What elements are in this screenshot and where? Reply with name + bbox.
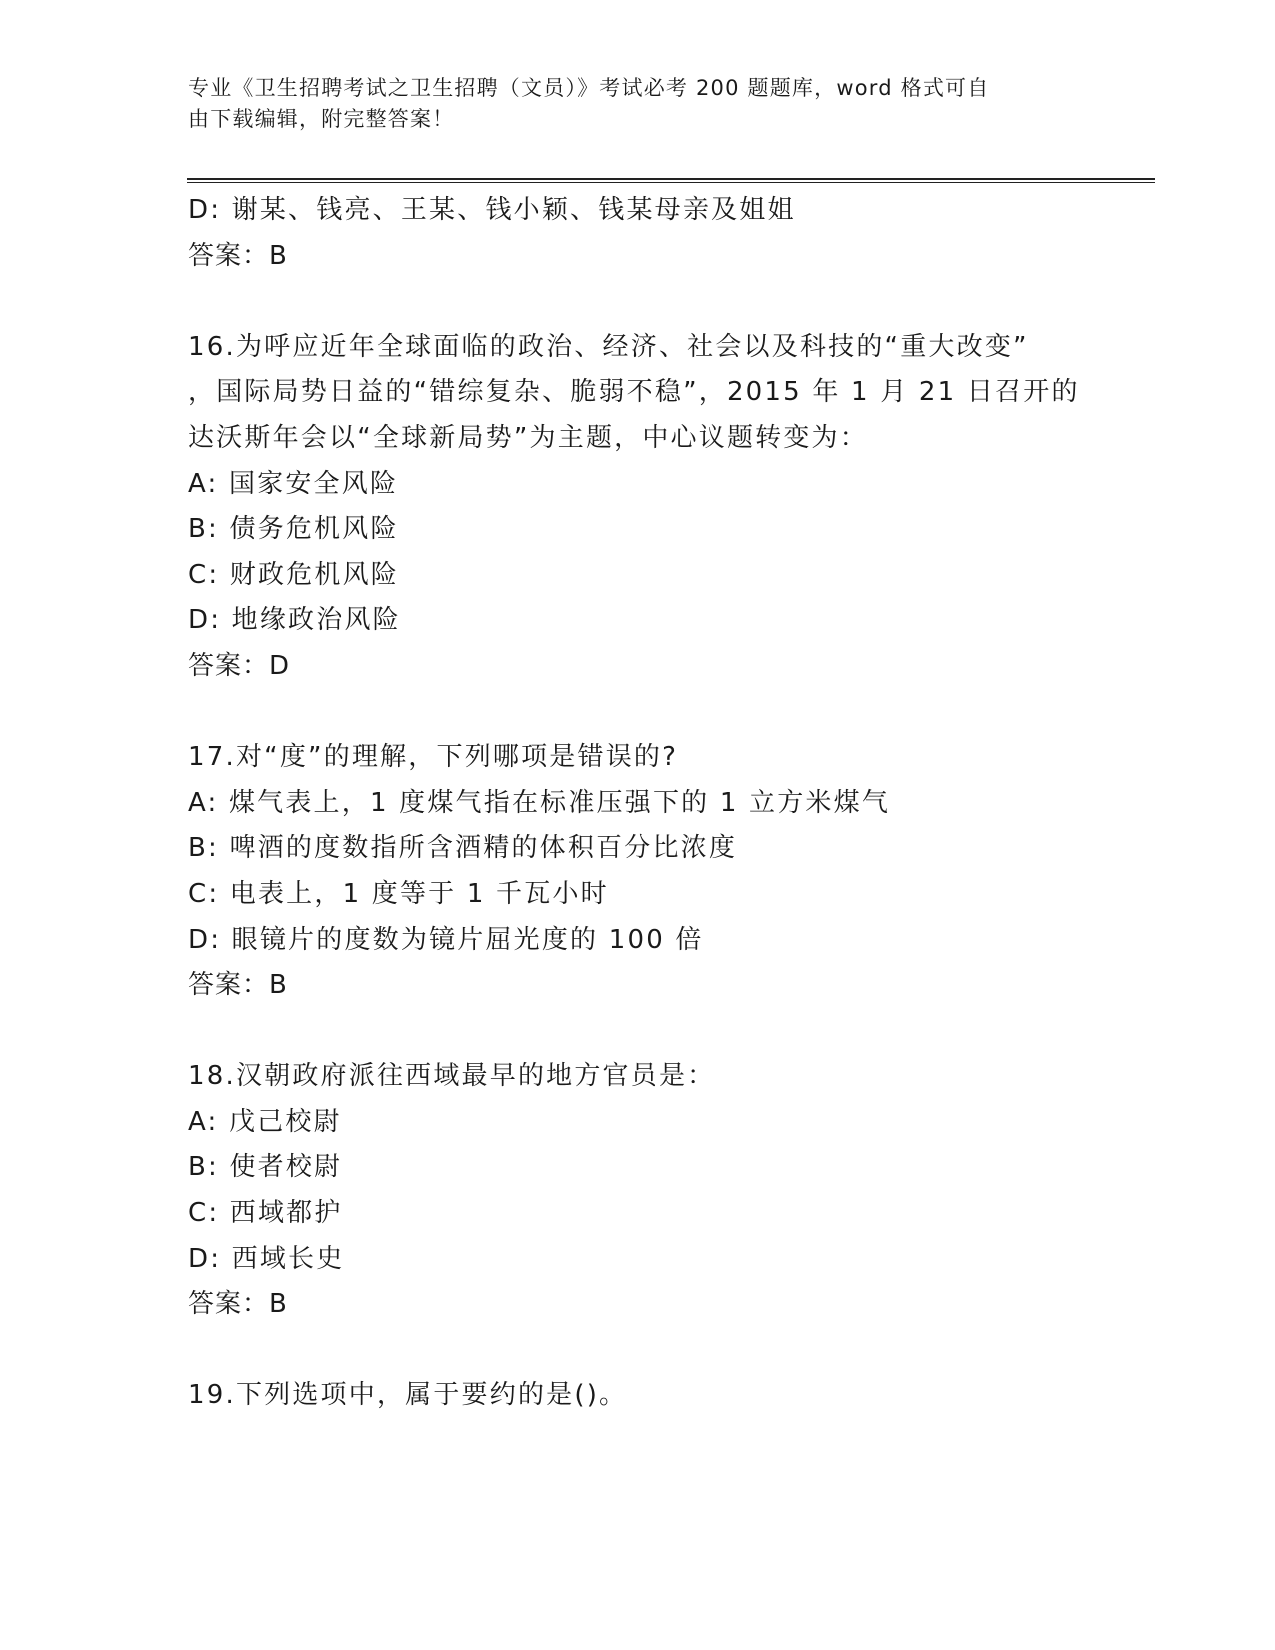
option-b: B: 啤酒的度数指所含酒精的体积百分比浓度 [188,833,738,864]
spacer [188,279,1108,325]
option-d: D: 西域长史 [188,1243,345,1274]
question-18 [188,1054,1108,1328]
option-a: A: 煤气表上，1 度煤气指在标准压强下的 1 立方米煤气 [188,787,891,818]
question-stem-line: 19.下列选项中，属于要约的是()。 [188,1380,628,1411]
question-stem-line: 达沃斯年会以“全球新局势”为主题，中心议题转变为： [188,422,868,453]
header-divider [187,178,1155,183]
question-stem-line: ，国际局势日益的“错综复杂、脆弱不稳”，2015 年 1 月 21 日召开的 [188,377,1080,408]
question-17 [188,735,1108,1009]
question-19 [188,1373,1108,1419]
option-c: C: 西域都护 [188,1198,343,1229]
question-stem-line: 17.对“度”的理解，下列哪项是错误的? [188,742,679,773]
spacer [188,690,1108,736]
answer: 答案：D [188,650,291,681]
option-d: D: 眼镜片的度数为镜片屈光度的 100 倍 [188,924,704,955]
header-line-2: 由下载编辑，附完整答案！ [188,107,455,131]
page-header [188,73,1078,135]
option-a: A: 戊己校尉 [188,1106,342,1137]
question-16 [188,325,1108,690]
question-stem-line: 16.为呼应近年全球面临的政治、经济、社会以及科技的“重大改变” [188,331,1029,362]
option-b: B: 债务危机风险 [188,514,399,545]
carryover-option-d: D: 谢某、钱亮、王某、钱小颖、钱某母亲及姐姐 [188,195,796,225]
header-line-1: 专业《卫生招聘考试之卫生招聘（文员）》考试必考 200 题题库，word 格式可自 [188,76,990,100]
spacer [188,1009,1108,1055]
option-d: D: 地缘政治风险 [188,605,401,636]
question-stem-line: 18.汉朝政府派往西域最早的地方官员是： [188,1061,716,1092]
answer: 答案：B [188,1289,288,1320]
answer: 答案：B [188,970,288,1001]
document-body [188,188,1108,1419]
carryover-answer: 答案：B [188,240,288,271]
option-a: A: 国家安全风险 [188,468,399,499]
spacer [188,1328,1108,1374]
option-b: B: 使者校尉 [188,1152,343,1183]
option-c: C: 财政危机风险 [188,559,399,590]
option-c: C: 电表上，1 度等于 1 千瓦小时 [188,878,609,909]
